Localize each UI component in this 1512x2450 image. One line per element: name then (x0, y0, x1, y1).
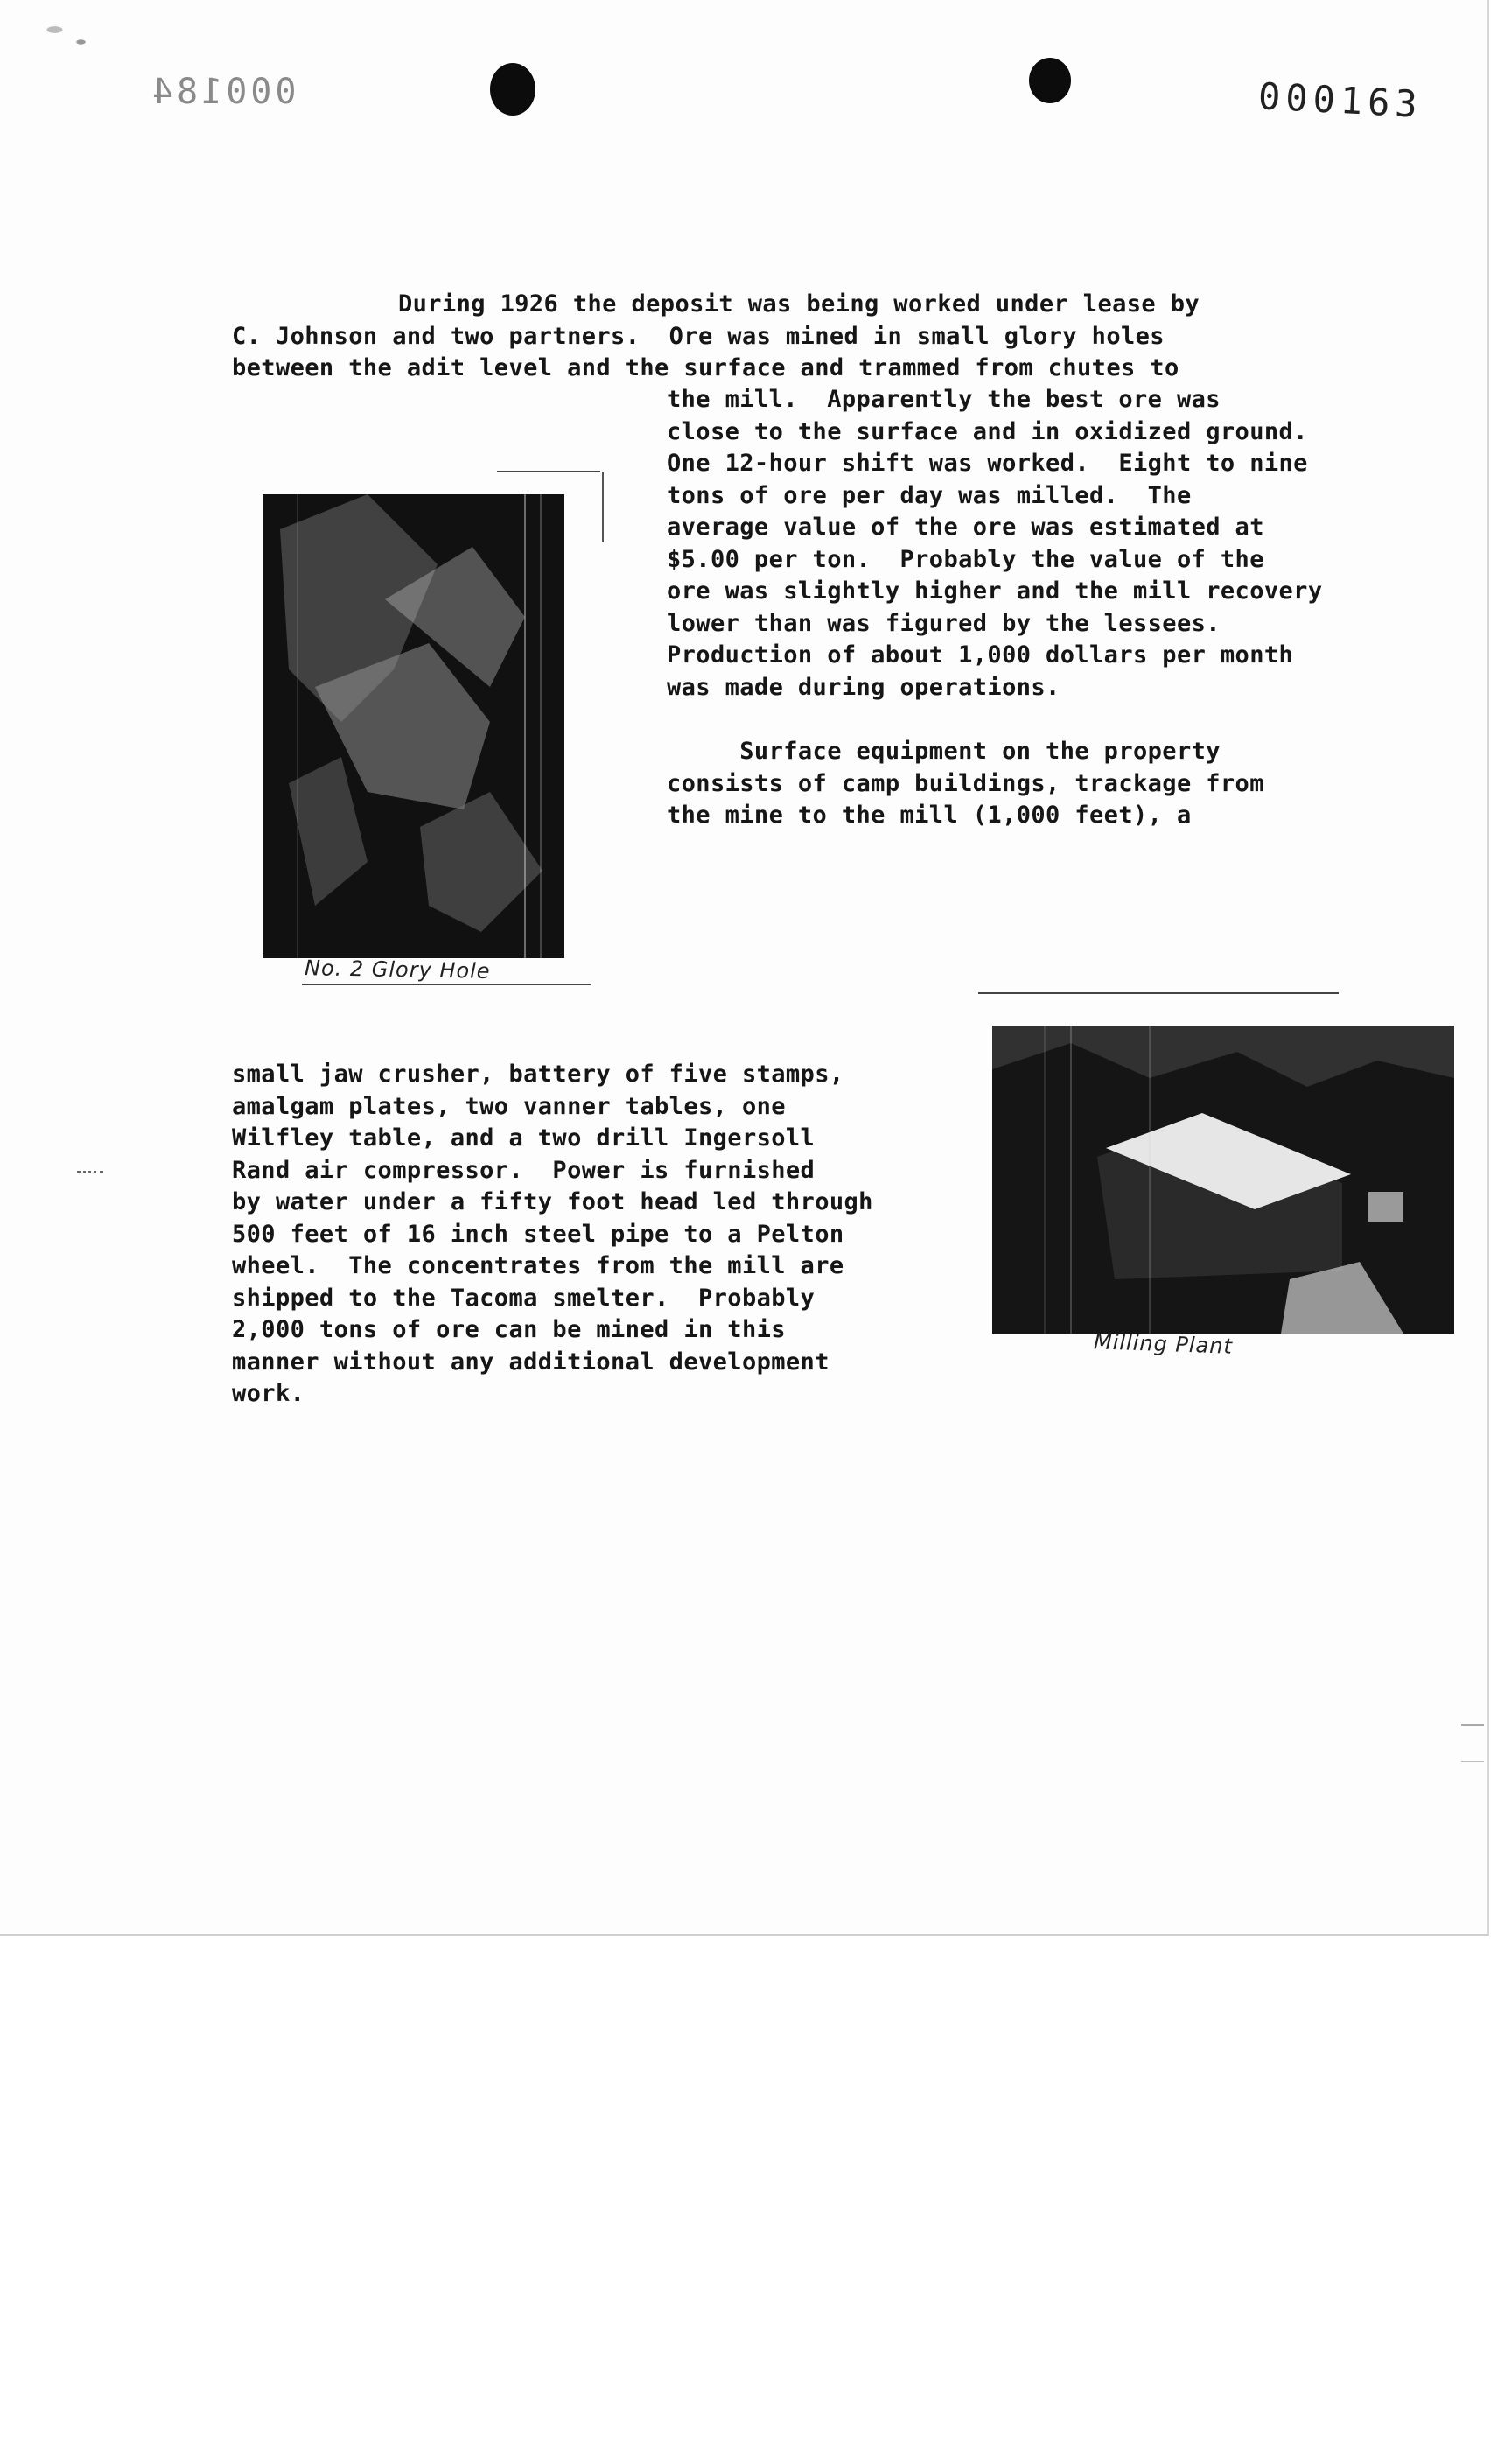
text-line: tons of ore per day was milled. The (667, 481, 1192, 509)
text-line: Wilfley table, and a two drill Ingersoll (232, 1124, 816, 1152)
paragraph-1-wrap (667, 384, 1323, 704)
text-line: Surface equipment on the property (667, 738, 1221, 765)
glory-hole-photo (262, 494, 564, 958)
text-line: the mill. Apparently the best ore was (667, 386, 1221, 413)
text-line: C. Johnson and two partners. Ore was mined in small glory holes (232, 322, 1165, 350)
text-line: manner without any additional development (232, 1348, 830, 1376)
text-line: 500 feet of 16 inch steel pipe to a Pelton (232, 1220, 844, 1248)
text-line: by water under a fifty foot head led through (232, 1188, 873, 1215)
text-line: close to the surface and in oxidized ground. (667, 417, 1308, 445)
text-line: Production of about 1,000 dollars per month (667, 641, 1294, 668)
margin-specks (1461, 1724, 1484, 1762)
paragraph-3 (232, 1059, 873, 1410)
text-line: consists of camp buildings, trackage from (667, 769, 1264, 797)
text-line: small jaw crusher, battery of five stamps, (232, 1060, 844, 1088)
text-line: the mine to the mill (1,000 feet), a (667, 802, 1192, 829)
photo-border-top (978, 992, 1339, 994)
text-line: work. (232, 1380, 305, 1407)
paragraph-1-lead (232, 289, 1200, 385)
text-line: shipped to the Tacoma smelter. Probably (232, 1284, 816, 1312)
mirrored-stamp-number: 000184 (149, 72, 297, 112)
punch-hole-left (490, 63, 536, 116)
text-line: One 12-hour shift was worked. Eight to nine (667, 450, 1308, 477)
text-line: average value of the ore was estimated at (667, 514, 1264, 541)
text-line: Rand air compressor. Power is furnished (232, 1156, 816, 1184)
text-line: lower than was figured by the lessees. (667, 609, 1221, 637)
glory-hole-caption: No. 2 Glory Hole (304, 956, 491, 984)
paragraph-2 (667, 736, 1264, 832)
margin-dots (77, 1171, 103, 1177)
milling-plant-caption: Milling Plant (1093, 1329, 1234, 1359)
text-line: During 1926 the deposit was being worked under lease by (398, 290, 1200, 318)
text-line: amalgam plates, two vanner tables, one (232, 1092, 786, 1120)
text-line: ore was slightly higher and the mill recovery (667, 578, 1323, 605)
photo-border-right (602, 472, 604, 542)
text-line: 2,000 tons of ore can be mined in this (232, 1316, 786, 1343)
page-stamp-number: 000163 (1256, 74, 1424, 126)
text-line: between the adit level and the surface and trammed from chutes to (232, 354, 1180, 382)
text-line: $5.00 per ton. Probably the value of the (667, 545, 1264, 573)
corner-smudge (9, 5, 140, 66)
text-line: wheel. The concentrates from the mill are (232, 1252, 844, 1279)
text-line: was made during operations. (667, 673, 1060, 701)
punch-hole-right (1029, 58, 1071, 103)
caption-underline (302, 984, 591, 985)
milling-plant-photo (992, 1026, 1454, 1334)
photo-border-top (497, 471, 600, 472)
